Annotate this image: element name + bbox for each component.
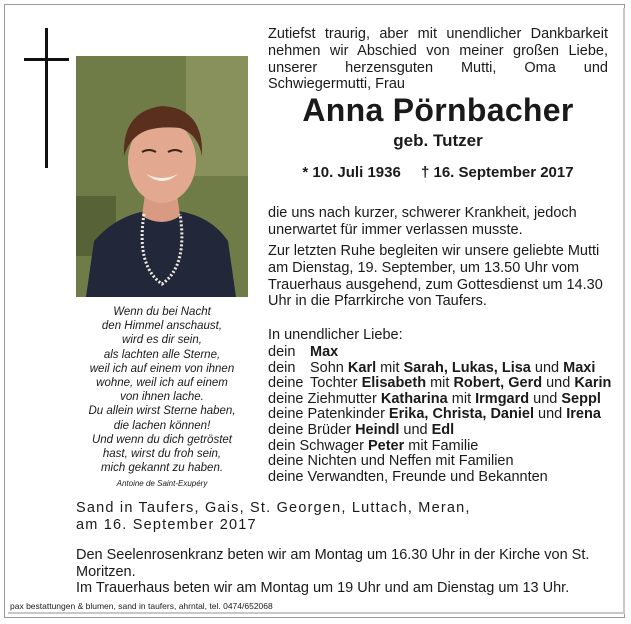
quote-line: wird es dir sein,: [122, 334, 202, 347]
family-name: Irena: [566, 406, 601, 423]
family-name: Sarah, Lukas, Lisa: [403, 359, 531, 376]
portrait-photo: [76, 56, 248, 297]
family-name: Heindl: [355, 421, 400, 438]
maiden-name: geb. Tutzer: [393, 131, 483, 150]
family-text: mit Familie: [404, 437, 479, 454]
rosary-text: Den Seelenrosenkranz beten wir am Montag um 16.30 Uhr in der Kirche von St. Moritzen.: [76, 547, 590, 580]
family-text: deine Ziehmutter: [268, 390, 381, 407]
quote-block: [76, 305, 248, 492]
cross-icon-bar: [24, 58, 69, 61]
family-heading: In unendlicher Liebe:: [268, 327, 403, 343]
quote-line: den Himmel anschaust,: [101, 320, 223, 333]
family-list: [268, 345, 611, 485]
family-name: Erika, Christa, Daniel: [388, 406, 534, 423]
family-row: [268, 376, 611, 392]
relation-label: dein: [268, 344, 296, 360]
relation-label: dein: [268, 359, 296, 376]
house-prayer-text: Im Trauerhaus beten wir am Montag um 19 Uhr und am Dienstag um 13 Uhr.: [76, 580, 570, 596]
family-name: Max: [310, 344, 339, 360]
quote-line: weil ich auf einem von ihnen: [89, 362, 235, 375]
family-name: Peter: [367, 437, 405, 454]
family-row: [268, 439, 611, 455]
birth-date: * 10. Juli 1936: [302, 164, 401, 181]
family-row: [268, 361, 611, 377]
family-row: [268, 423, 611, 439]
family-name: Seppl: [561, 390, 601, 407]
family-text: deine Verwandten, Freunde und Bekannten: [268, 468, 548, 485]
quote-line: von ihnen lache.: [120, 391, 204, 404]
family-text: und: [399, 421, 432, 438]
quote-line: Wenn du bei Nacht: [113, 306, 211, 318]
family-name: Irmgard: [475, 390, 530, 407]
quote-author: Antoine de Saint-Exupéry: [116, 479, 208, 489]
location-block: [76, 500, 606, 534]
life-dates: [268, 164, 608, 181]
family-name: Karl: [347, 359, 377, 376]
date-line: am 16. September 2017: [76, 516, 257, 533]
quote-line: mich gekannt zu haben.: [100, 462, 224, 475]
family-name: Maxi: [563, 359, 596, 376]
quote-line: hast, wirst du froh sein,: [102, 448, 222, 461]
family-text: und: [533, 406, 567, 423]
intro-text: Zutiefst traurig, aber mit unendlicher Dankbarkeit nehmen wir Abschied von meiner großen Liebe, unserer herzensguten Mutti, Oma und Schwiegermutti, Frau: [268, 26, 608, 93]
funeral-text: Zur letzten Ruhe begleiten wir unsere geliebte Mutti am Dienstag, 19. September, um 13.50 Uhr vom Trauerhaus ausgehend, zum Gottesdienst um 14.30 Uhr in die Pfarrkirche von Taufers.: [268, 243, 603, 310]
family-name: Robert, Gerd: [453, 375, 543, 392]
family-row: [268, 407, 611, 423]
quote-line: als lachten alle Sterne,: [103, 348, 221, 361]
family-name: Elisabeth: [361, 375, 427, 392]
family-name: Edl: [431, 421, 455, 438]
family-text: mit: [376, 359, 404, 376]
family-text: deine Patenkinder: [268, 406, 389, 423]
family-text: und: [529, 390, 562, 407]
death-date: † 16. September 2017: [420, 164, 574, 181]
family-row: [268, 470, 611, 486]
family-text: mit: [426, 375, 454, 392]
family-text: dein Schwager: [268, 437, 368, 454]
quote-line: wohne, weil ich auf einem: [96, 377, 228, 390]
quote-line: Du allein wirst Sterne haben,: [88, 405, 236, 418]
location-line: Sand in Taufers, Gais, St. Georgen, Luttach, Meran,: [76, 500, 471, 516]
cross-icon: [45, 28, 48, 168]
quote-line: die lachen können!: [113, 419, 211, 432]
family-name: Karin: [574, 375, 612, 392]
family-text: deine Nichten und Neffen mit Familien: [268, 453, 514, 470]
deceased-name: Anna Pörnbacher: [302, 92, 574, 128]
relation-label: deine: [268, 375, 304, 392]
family-row: [268, 392, 611, 408]
family-text: mit: [447, 390, 476, 407]
passing-text: die uns nach kurzer, schwerer Krankheit, jedoch unerwartet für immer verlassen musste.: [268, 205, 577, 238]
quote-line: Und wenn du dich getröstet: [91, 433, 232, 446]
family-name: Katharina: [380, 390, 448, 407]
family-row: [268, 345, 611, 361]
family-row: [268, 454, 611, 470]
funeral-home-footer: pax bestattungen & blumen, sand in taufers, ahrntal, tel. 0474/652068: [10, 601, 273, 611]
quote-lines: [76, 305, 248, 475]
family-text: und: [530, 359, 564, 376]
family-text: Sohn: [310, 359, 348, 376]
family-text: und: [542, 375, 575, 392]
portrait-illustration: [76, 56, 248, 297]
family-text: Tochter: [310, 375, 362, 392]
family-text: deine Brüder: [268, 421, 356, 438]
